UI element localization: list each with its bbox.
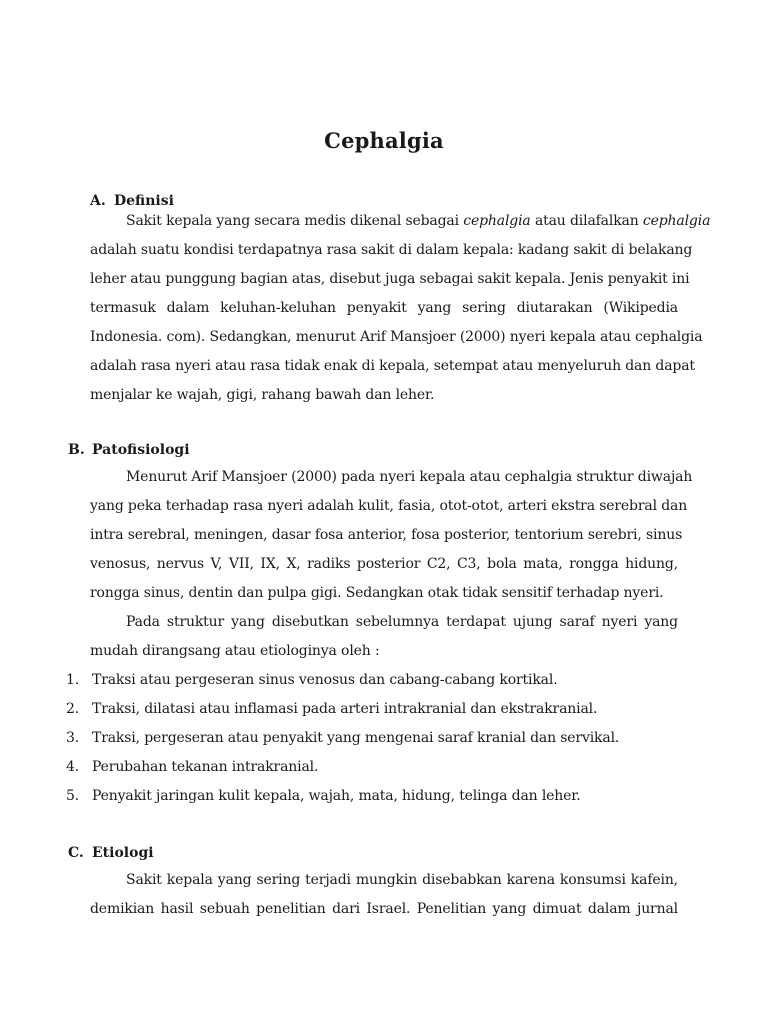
section-b-paragraph-1 <box>90 463 693 608</box>
paragraph-line: Indonesia. com). Sedangkan, menurut Arif Mansjoer (2000) nyeri kepala atau cephalgia <box>90 329 703 345</box>
list-text: Traksi, pergeseran atau penyakit yang mengenai saraf kranial dan servikal. <box>92 730 620 746</box>
paragraph-line: adalah rasa nyeri atau rasa tidak enak di kepala, setempat atau menyeluruh dan dapat <box>90 358 695 374</box>
list-number: 3. <box>66 730 80 746</box>
section-a-paragraph <box>90 207 711 410</box>
document-title: Cephalgia <box>324 128 444 153</box>
section-c-paragraph <box>90 866 678 924</box>
list-item <box>66 782 686 811</box>
paragraph-line: venosus, nervus V, VII, IX, X, radiks posterior C2, C3, bola mata, rongga hidung, <box>90 556 678 572</box>
paragraph-line: Menurut Arif Mansjoer (2000) pada nyeri kepala atau cephalgia struktur diwajah <box>126 469 693 485</box>
section-b-heading <box>68 442 190 458</box>
section-title: Definisi <box>114 193 174 209</box>
list-item <box>66 695 686 724</box>
list-item <box>66 753 686 782</box>
italic-term: cephalgia <box>642 213 711 229</box>
section-letter: A. <box>90 193 106 209</box>
paragraph-line: rongga sinus, dentin dan pulpa gigi. Sedangkan otak tidak sensitif terhadap nyeri. <box>90 585 664 601</box>
section-b-paragraph-2 <box>90 608 678 666</box>
list-number: 4. <box>66 759 80 775</box>
paragraph-line: demikian hasil sebuah penelitian dari Israel. Penelitian yang dimuat dalam jurnal <box>90 901 678 917</box>
list-number: 2. <box>66 701 80 717</box>
paragraph-line: intra serebral, meningen, dasar fosa anterior, fosa posterior, tentorium serebri, sinus <box>90 527 683 543</box>
list-item <box>66 724 686 753</box>
paragraph-line: mudah dirangsang atau etiologinya oleh : <box>90 643 380 659</box>
paragraph-line: leher atau punggung bagian atas, disebut juga sebagai sakit kepala. Jenis penyakit ini <box>90 271 690 287</box>
list-text: Traksi, dilatasi atau inflamasi pada arteri intrakranial dan ekstrakranial. <box>92 701 598 717</box>
list-text: Traksi atau pergeseran sinus venosus dan cabang-cabang kortikal. <box>92 672 558 688</box>
paragraph-line: menjalar ke wajah, gigi, rahang bawah dan leher. <box>90 387 435 403</box>
section-letter: B. <box>68 442 85 458</box>
section-letter: C. <box>68 845 84 861</box>
paragraph-line: Sakit kepala yang secara medis dikenal sebagai cephalgia atau dilafalkan cephalgia <box>126 213 711 229</box>
paragraph-line: Pada struktur yang disebutkan sebelumnya terdapat ujung saraf nyeri yang <box>126 614 678 630</box>
italic-term: cephalgia <box>463 213 531 229</box>
paragraph-line: termasuk dalam keluhan-keluhan penyakit yang sering diutarakan (Wikipedia <box>90 300 678 316</box>
section-title: Patofisiologi <box>92 442 190 458</box>
paragraph-line: yang peka terhadap rasa nyeri adalah kulit, fasia, otot-otot, arteri ekstra serebral dan <box>90 498 688 514</box>
paragraph-line: adalah suatu kondisi terdapatnya rasa sakit di dalam kepala: kadang sakit di belakang <box>90 242 693 258</box>
list-text: Penyakit jaringan kulit kepala, wajah, mata, hidung, telinga dan leher. <box>92 788 581 804</box>
list-text: Perubahan tekanan intrakranial. <box>92 759 319 775</box>
paragraph-line: Sakit kepala yang sering terjadi mungkin disebabkan karena konsumsi kafein, <box>126 872 678 888</box>
etiology-list <box>66 666 686 811</box>
section-title: Etiologi <box>92 845 154 861</box>
list-number: 5. <box>66 788 80 804</box>
section-c-heading <box>68 845 154 861</box>
list-number: 1. <box>66 672 80 688</box>
list-item <box>66 666 686 695</box>
